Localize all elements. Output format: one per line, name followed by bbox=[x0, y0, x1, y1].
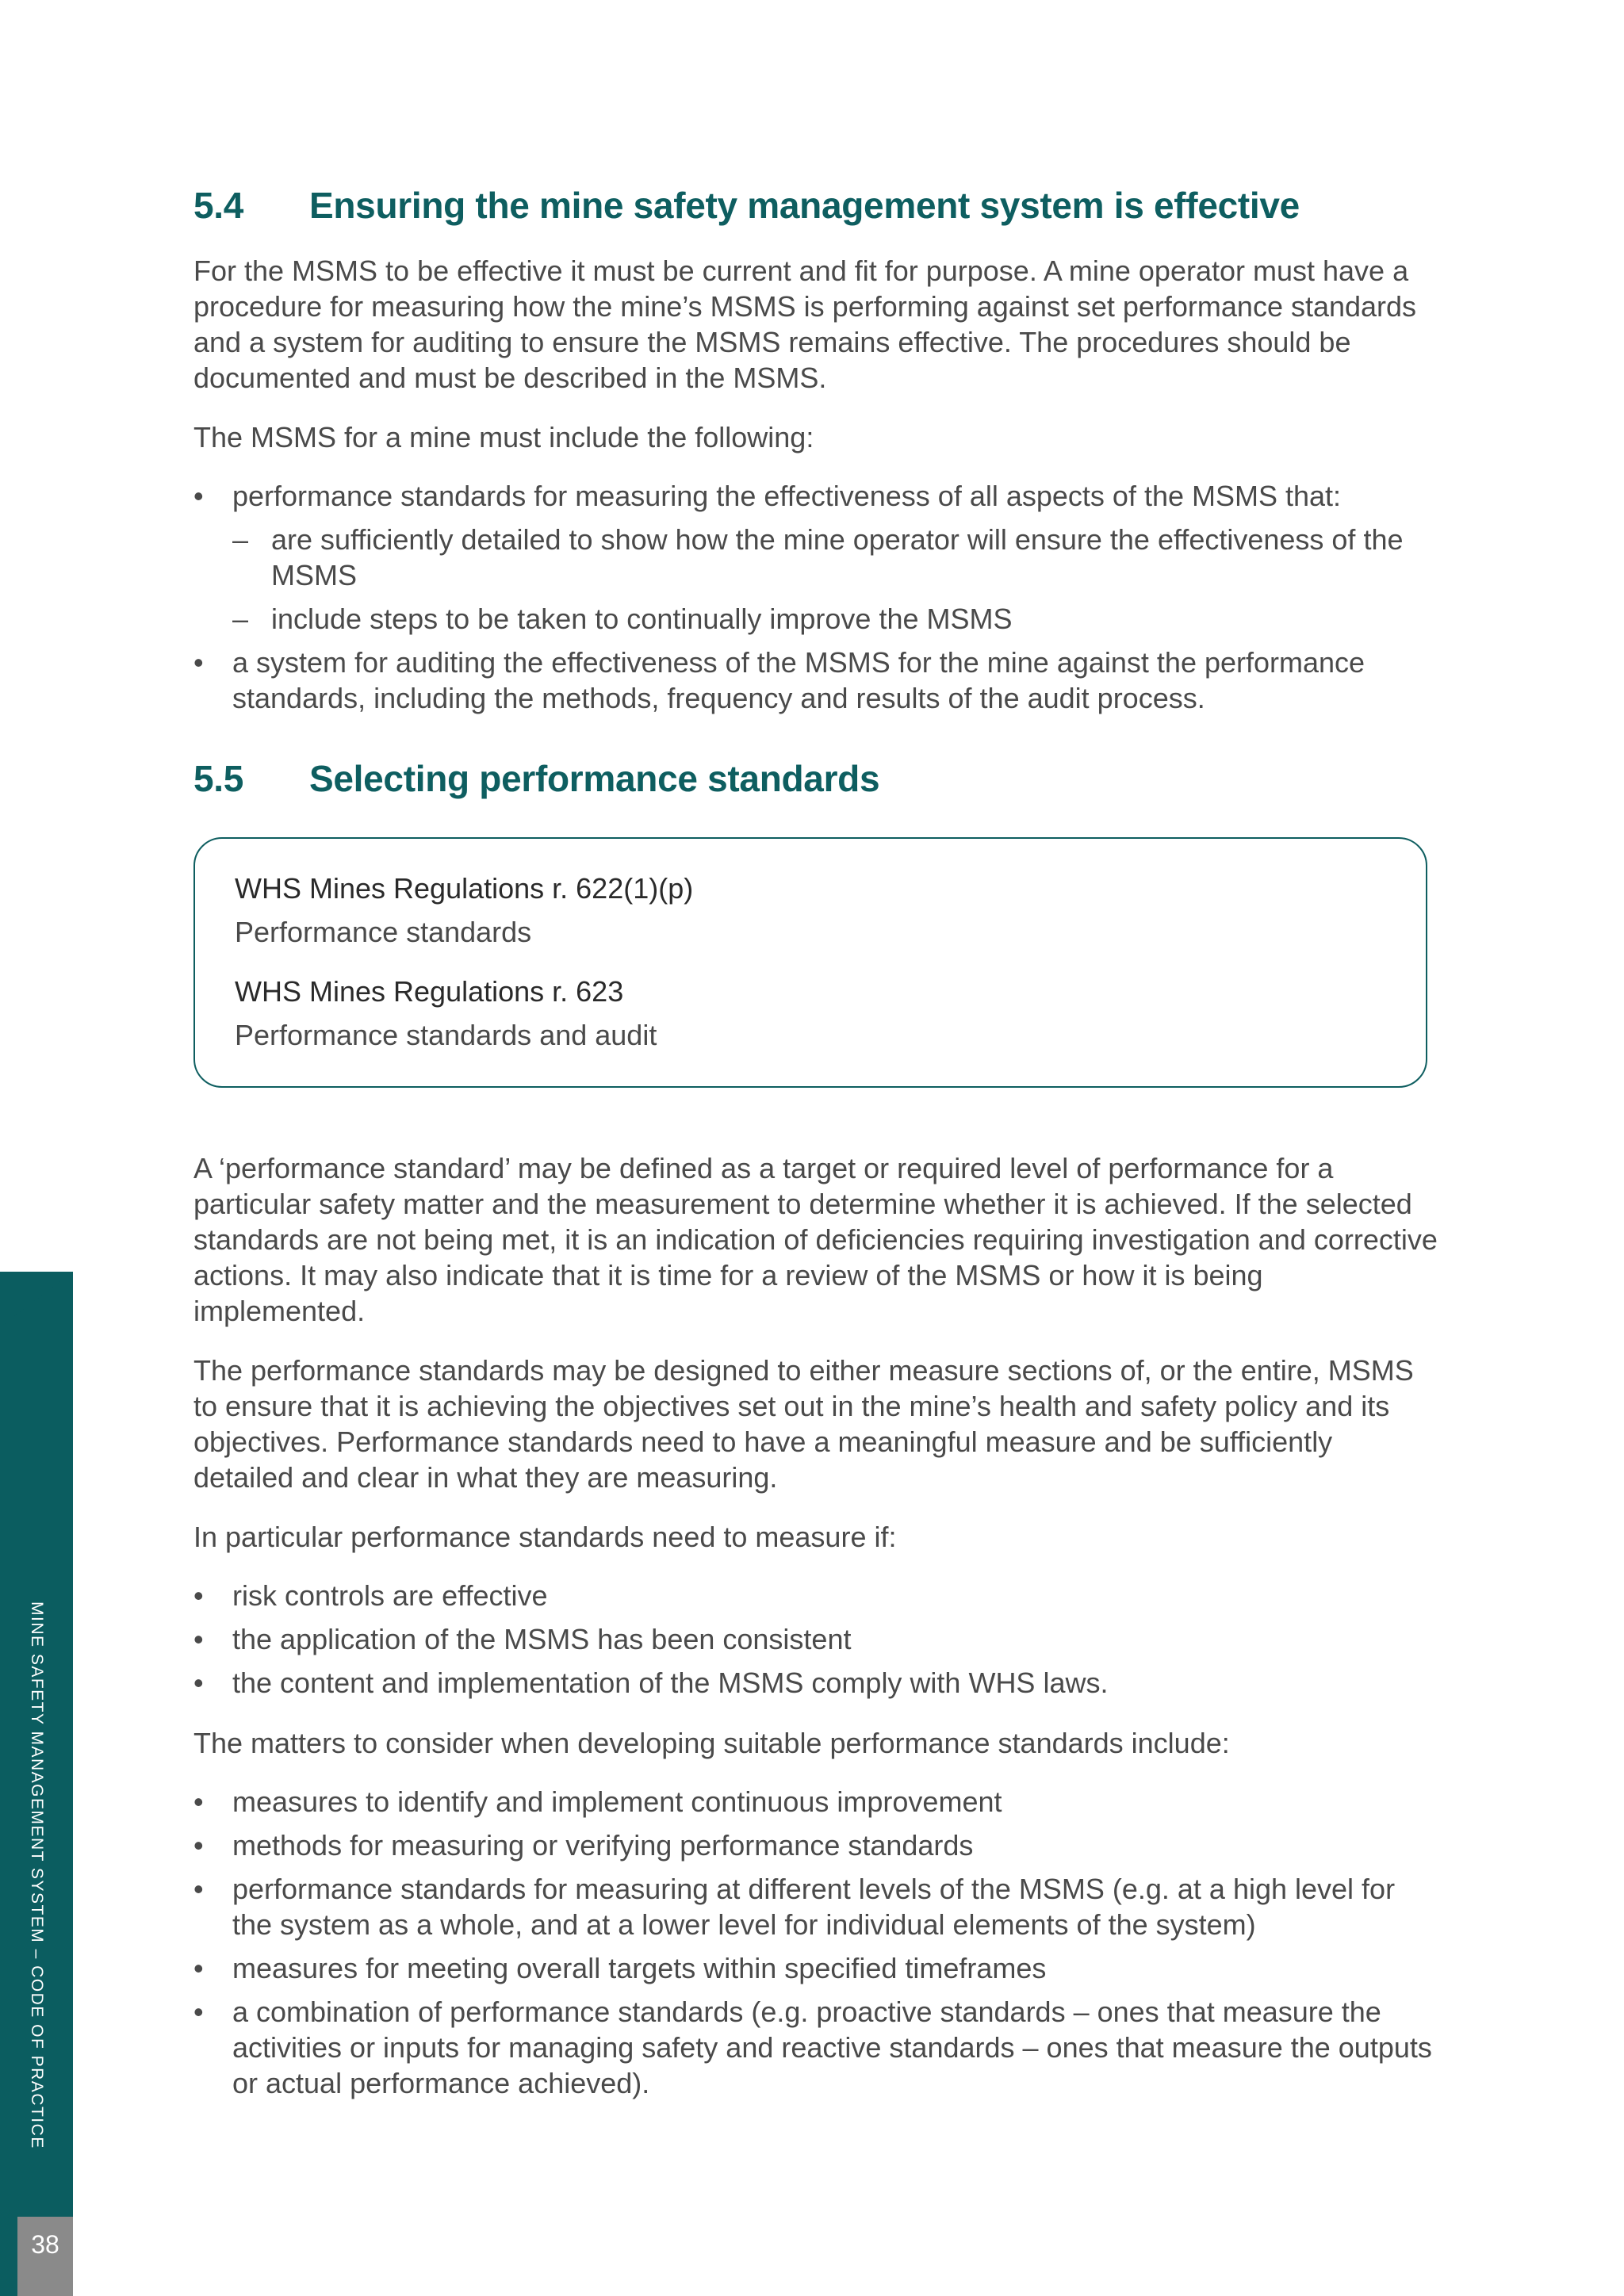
list-item: • performance standards for measuring the effectiveness of all aspects of the MSMS that: – are sufficiently detailed to show how the mine operator will ensure the effectiveness of the MSMS – include steps to be taken to continually improve the MSMS bbox=[193, 478, 1438, 637]
section-5-5-para-4: The matters to consider when developing suitable performance standards include: bbox=[193, 1727, 1230, 1759]
list-item: • performance standards for measuring at different levels of the MSMS (e.g. at a high level for the system as a whole, and at a lower level for individual elements of the system) bbox=[193, 1871, 1438, 1942]
sub-list-item: – are sufficiently detailed to show how the mine operator will ensure the effectiveness of the MSMS bbox=[232, 522, 1438, 593]
section-5-5-para-1: A ‘performance standard’ may be defined as a target or required level of performance for a particular safety matter and the measurement to determine whether it is achieved. If the selected standards are not being met, it is an indication of deficiencies requiring investigation and corrective actions. It may also indicate that it is time for a review of the MSMS or how it is being implemented. bbox=[193, 1152, 1438, 1327]
sidebar-cap bbox=[0, 1272, 73, 1327]
section-5-5-heading bbox=[193, 757, 879, 800]
section-number: 5.4 bbox=[193, 185, 244, 226]
list-item: • risk controls are effective bbox=[193, 1578, 1438, 1613]
regulation-description: Performance standards bbox=[235, 916, 532, 948]
sub-list-item: – include steps to be taken to continually improve the MSMS bbox=[232, 601, 1438, 637]
list-item: • measures to identify and implement continuous improvement bbox=[193, 1784, 1438, 1820]
section-5-4-heading bbox=[193, 184, 1300, 227]
section-5-5-list-2 bbox=[193, 1784, 1438, 2109]
running-title: MINE SAFETY MANAGEMENT SYSTEM – CODE OF PRACTICE bbox=[28, 1601, 46, 2149]
section-number: 5.5 bbox=[193, 758, 244, 799]
section-title: Selecting performance standards bbox=[309, 758, 880, 799]
list-item: • a system for auditing the effectiveness of the MSMS for the mine against the performance standards, including the methods, frequency and results of the audit process. bbox=[193, 645, 1438, 716]
regulation-reference: WHS Mines Regulations r. 622(1)(p) bbox=[235, 872, 694, 905]
section-5-4-para-2: The MSMS for a mine must include the following: bbox=[193, 421, 814, 453]
list-item: • methods for measuring or verifying performance standards bbox=[193, 1827, 1438, 1863]
sub-list bbox=[232, 522, 1438, 637]
regulation-description: Performance standards and audit bbox=[235, 1019, 657, 1051]
list-item: • the content and implementation of the MSMS comply with WHS laws. bbox=[193, 1665, 1438, 1701]
section-5-5-para-2: The performance standards may be designed to either measure sections of, or the entire, MSMS to ensure that it is achieving the objectives set out in the mine’s health and safety policy and its objectives. Performance standards need to have a meaningful measure and be sufficiently detailed and clear in what they are measuring. bbox=[193, 1354, 1414, 1494]
list-item: • measures for meeting overall targets within specified timeframes bbox=[193, 1950, 1438, 1986]
page-number: 38 bbox=[17, 2217, 73, 2296]
section-5-5-para-3: In particular performance standards need to measure if: bbox=[193, 1521, 897, 1553]
section-5-4-list bbox=[193, 478, 1438, 724]
list-item: • a combination of performance standards (e.g. proactive standards – ones that measure the activities or inputs for managing safety and reactive standards – ones that measure the outputs or actual performance achieved). bbox=[193, 1994, 1438, 2101]
list-item: • the application of the MSMS has been consistent bbox=[193, 1621, 1438, 1657]
section-5-4-para-1: For the MSMS to be effective it must be current and fit for purpose. A mine operator must have a procedure for measuring how the mine’s MSMS is performing against set performance standards and a system for auditing to ensure the MSMS remains effective. The procedures should be documented and must be described in the MSMS. bbox=[193, 254, 1417, 394]
section-title: Ensuring the mine safety management system is effective bbox=[309, 185, 1300, 226]
section-5-5-list-1 bbox=[193, 1578, 1438, 1709]
regulation-reference: WHS Mines Regulations r. 623 bbox=[235, 975, 624, 1008]
regulation-callout-box bbox=[193, 837, 1427, 1088]
